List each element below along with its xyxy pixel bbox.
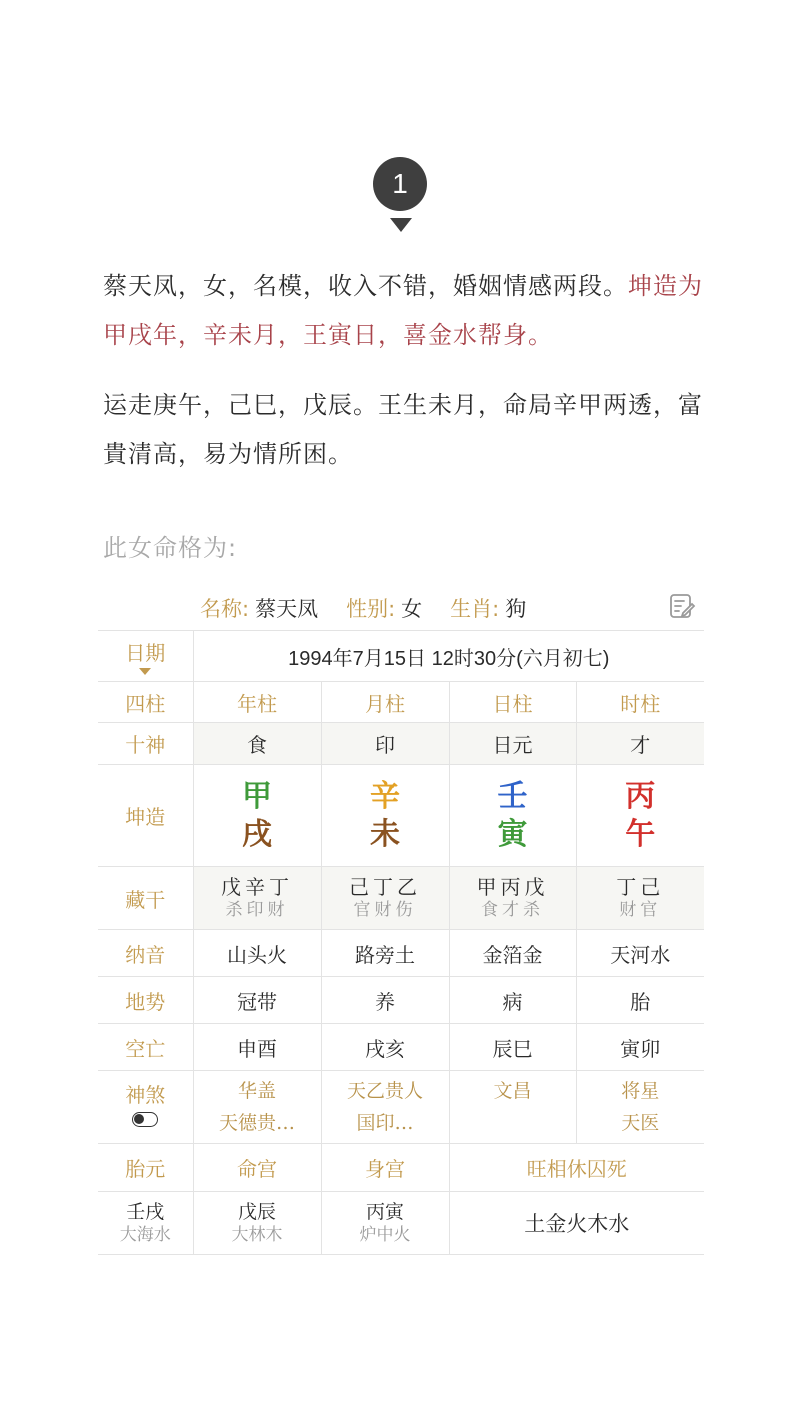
name-label: 名称: <box>200 597 250 621</box>
hidden-year: 戊辛丁 杀印财 <box>193 867 321 930</box>
shengong-value: 丙寅 炉中火 <box>321 1192 449 1255</box>
dishi-month: 养 <box>321 977 449 1024</box>
stem-year: 甲 <box>242 778 272 814</box>
taiyuan-label: 胎元 <box>98 1144 193 1192</box>
shensha-year[interactable]: 华盖 天德贵… <box>193 1071 321 1144</box>
month-pillar-header: 月柱 <box>321 682 449 723</box>
dishi-year: 冠带 <box>193 977 321 1024</box>
kongwang-month: 戌亥 <box>321 1024 449 1071</box>
nayin-month: 路旁土 <box>321 930 449 977</box>
chart-caption: 此女命格为: <box>103 534 238 562</box>
edit-icon[interactable] <box>668 592 696 620</box>
date-value: 1994年7月15日 12时30分(六月初七) <box>193 631 704 682</box>
branch-day: 寅 <box>497 816 528 852</box>
nayin-day: 金箔金 <box>449 930 576 977</box>
wangxiang-label: 旺相休囚死 <box>449 1144 704 1192</box>
tengod-hour: 才 <box>576 723 704 765</box>
date-label[interactable]: 日期 <box>98 631 193 682</box>
hour-pillar-header: 时柱 <box>576 682 704 723</box>
kongwang-hour: 寅卯 <box>576 1024 704 1071</box>
shensha-label: 神煞 <box>98 1071 193 1144</box>
branch-hour: 午 <box>625 816 656 852</box>
kunzao-label: 坤造 <box>98 765 193 867</box>
marker-pointer <box>390 218 412 232</box>
pillar-month <box>321 765 449 867</box>
tengod-month: 印 <box>321 723 449 765</box>
section-number-marker <box>373 157 429 237</box>
pillar-day <box>449 765 576 867</box>
gender-value: 女 <box>401 597 423 621</box>
kongwang-year: 申酉 <box>193 1024 321 1071</box>
branch-year: 戌 <box>242 816 272 852</box>
kongwang-day: 辰巳 <box>449 1024 576 1071</box>
nayin-hour: 天河水 <box>576 930 704 977</box>
hidden-hour: 丁己 财官 <box>576 867 704 930</box>
shengong-label: 身宫 <box>321 1144 449 1192</box>
dishi-day: 病 <box>449 977 576 1024</box>
name-value: 蔡天凤 <box>255 597 319 621</box>
shensha-month[interactable]: 天乙贵人 国印… <box>321 1071 449 1144</box>
chevron-down-icon <box>139 668 151 675</box>
shensha-day[interactable]: 文昌 <box>449 1071 576 1144</box>
minggong-label: 命宫 <box>193 1144 321 1192</box>
stem-month: 辛 <box>370 778 400 814</box>
zodiac-value: 狗 <box>505 597 527 621</box>
stem-day: 壬 <box>497 778 528 814</box>
nayin-label: 纳音 <box>98 930 193 977</box>
hidden-stems-label: 藏干 <box>98 867 193 930</box>
section-number: 1 <box>373 157 427 211</box>
year-pillar-header: 年柱 <box>193 682 321 723</box>
day-pillar-header: 日柱 <box>449 682 576 723</box>
paragraph-fortune: 运走庚午，己巳，戊辰。王生未月，命局辛甲两透，富貴清高，易为情所困。 <box>103 391 703 468</box>
nayin-year: 山头火 <box>193 930 321 977</box>
intro-highlight: 坤造为甲戌年，辛未月，王寅日，喜金水帮身。 <box>103 272 703 349</box>
tengod-day: 日元 <box>449 723 576 765</box>
pillars-label: 四柱 <box>98 682 193 723</box>
stem-hour: 丙 <box>625 778 656 814</box>
zodiac-label: 生肖: <box>450 597 500 621</box>
dishi-hour: 胎 <box>576 977 704 1024</box>
tengod-year: 食 <box>193 723 321 765</box>
wangxiang-value: 土金火木水 <box>449 1192 704 1255</box>
dishi-label: 地势 <box>98 977 193 1024</box>
shensha-hour[interactable]: 将星 天医 <box>576 1071 704 1144</box>
pillar-hour <box>576 765 704 867</box>
bazi-chart <box>98 630 704 1255</box>
paragraph-intro <box>103 262 703 360</box>
branch-month: 未 <box>370 816 400 852</box>
taiyuan-value: 壬戌 大海水 <box>98 1192 193 1255</box>
tengods-label: 十神 <box>98 723 193 765</box>
pillar-year <box>193 765 321 867</box>
kongwang-label: 空亡 <box>98 1024 193 1071</box>
hidden-month: 己丁乙 官财伤 <box>321 867 449 930</box>
person-info <box>200 590 554 626</box>
minggong-value: 戊辰 大林木 <box>193 1192 321 1255</box>
gender-label: 性别: <box>346 597 396 621</box>
shensha-toggle[interactable] <box>132 1112 158 1127</box>
intro-plain: 蔡天凤，女，名模，收入不错，婚姻情感两段。 <box>103 272 628 300</box>
hidden-day: 甲丙戊 食才杀 <box>449 867 576 930</box>
